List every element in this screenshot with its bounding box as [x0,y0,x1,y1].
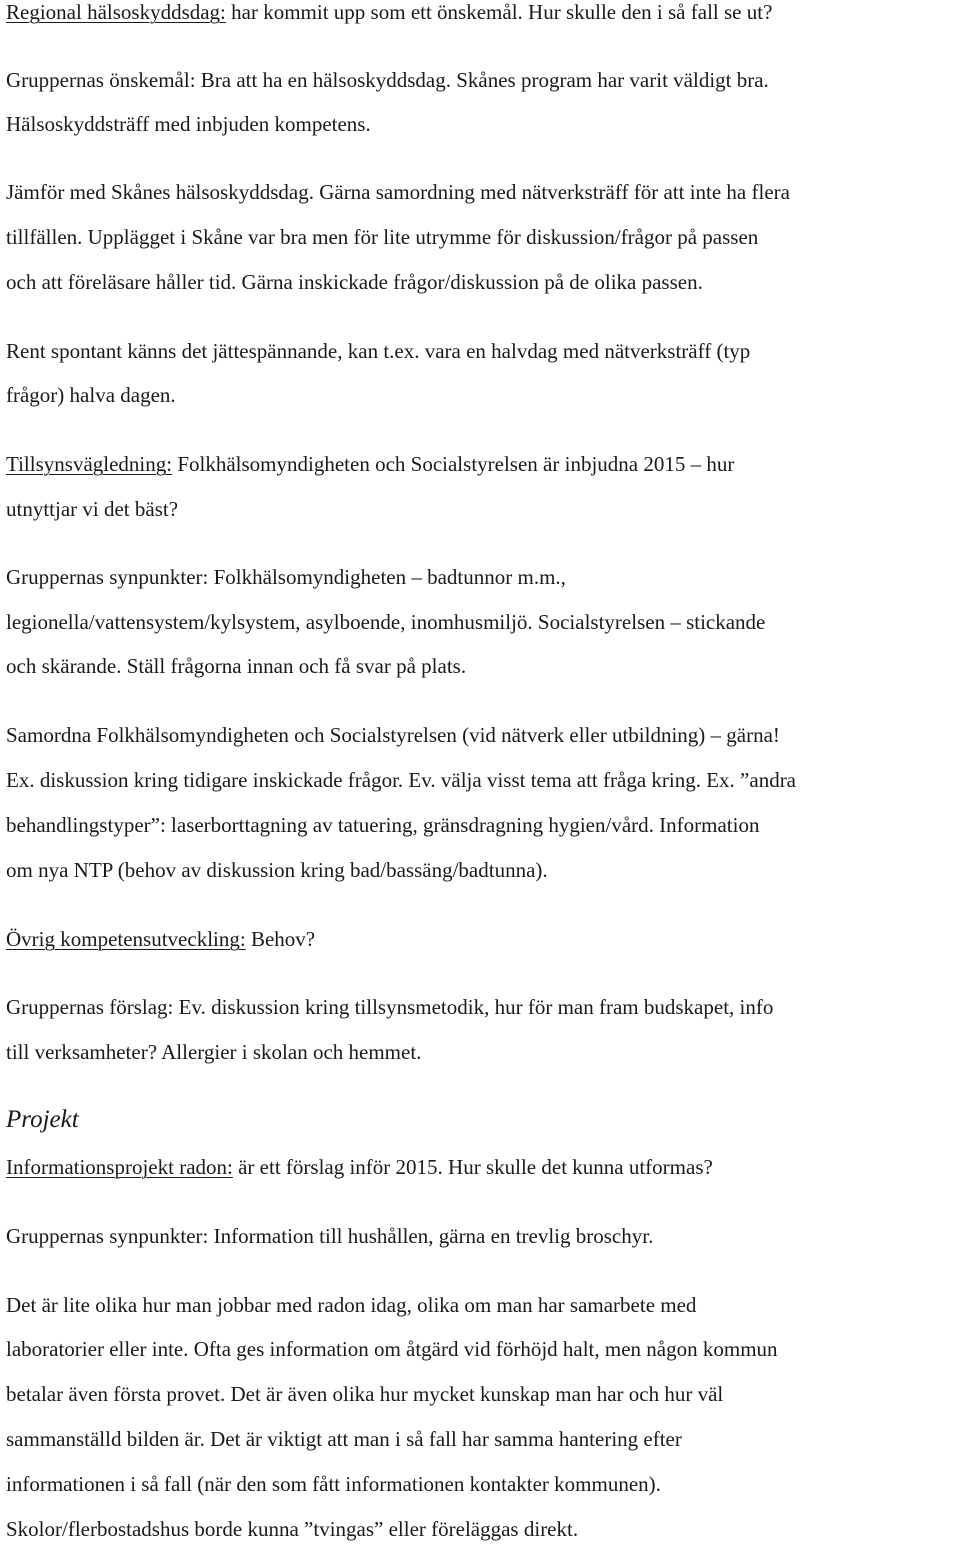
paragraph-line: laboratorier eller inte. Ofta ges information om åtgärd vid förhöjd halt, men någon kommun [6,1337,778,1361]
topic-text: Behov? [245,927,316,951]
topic-label: Informationsprojekt radon: [6,1155,233,1179]
paragraph-line: betalar även första provet. Det är även olika hur mycket kunskap man har och hur väl [6,1382,724,1406]
section-heading-radon [6,1152,713,1182]
paragraph-line: Rent spontant känns det jättespännande, kan t.ex. vara en halvdag med nätverksträff (typ [6,339,751,363]
topic-label: Regional hälsoskyddsdag: [6,0,226,24]
topic-text: är ett förslag inför 2015. Hur skulle det kunna utformas? [232,1155,713,1179]
section-heading-tillsyn [6,449,734,479]
topic-label: Övrig kompetensutveckling: [6,927,246,951]
paragraph-line: utnyttjar vi det bäst? [6,497,179,521]
paragraph-line: Gruppernas förslag: Ev. diskussion kring tillsynsmetodik, hur för man fram budskapet, info [6,995,774,1019]
topic-label: Tillsynsvägledning: [6,452,173,476]
paragraph-line: legionella/vattensystem/kylsystem, asylboende, inomhusmiljö. Socialstyrelsen – stickande [6,610,766,634]
paragraph-line: tillfällen. Upplägget i Skåne var bra men för lite utrymme för diskussion/frågor på passen [6,225,759,249]
paragraph-line: och att föreläsare håller tid. Gärna inskickade frågor/diskussion på de olika passen. [6,270,703,294]
paragraph-line: Skolor/flerbostadshus borde kunna ”tvingas” eller föreläggas direkt. [6,1517,579,1541]
paragraph-line: Gruppernas synpunkter: Information till hushållen, gärna en trevlig broschyr. [6,1224,654,1248]
paragraph-line: Samordna Folkhälsomyndigheten och Socialstyrelsen (vid nätverk eller utbildning) – gärna! [6,723,780,747]
paragraph-line: om nya NTP (behov av diskussion kring bad/bassäng/badtunna). [6,858,548,882]
paragraph-line: och skärande. Ställ frågorna innan och få svar på plats. [6,654,467,678]
section-heading-regional [6,0,772,27]
paragraph-line: till verksamheter? Allergier i skolan och hemmet. [6,1040,422,1064]
paragraph-line: sammanställd bilden är. Det är viktigt att man i så fall har samma hantering efter [6,1427,682,1451]
topic-text: Folkhälsomyndigheten och Socialstyrelsen är inbjudna 2015 – hur [172,452,735,476]
projekt-heading: Projekt [6,1106,79,1133]
paragraph-line: behandlingstyper”: laserborttagning av tatuering, gränsdragning hygien/vård. Information [6,813,760,837]
paragraph-line: Det är lite olika hur man jobbar med radon idag, olika om man har samarbete med [6,1293,697,1317]
paragraph-line: frågor) halva dagen. [6,383,176,407]
paragraph-line: Gruppernas synpunkter: Folkhälsomyndigheten – badtunnor m.m., [6,565,566,589]
paragraph-line: Hälsoskyddsträff med inbjuden kompetens. [6,112,371,136]
section-heading-kompetens [6,924,315,954]
paragraph-line: Jämför med Skånes hälsoskyddsdag. Gärna samordning med nätverksträff för att inte ha flera [6,180,790,204]
paragraph-line: Gruppernas önskemål: Bra att ha en hälsoskyddsdag. Skånes program har varit väldigt bra. [6,68,769,92]
paragraph-line: informationen i så fall (när den som fått informationen kontakter kommunen). [6,1472,661,1496]
paragraph-line: Ex. diskussion kring tidigare inskickade frågor. Ev. välja visst tema att fråga kring. Ex. ”andra [6,768,797,792]
topic-text: har kommit upp som ett önskemål. Hur skulle den i så fall se ut? [225,0,773,24]
